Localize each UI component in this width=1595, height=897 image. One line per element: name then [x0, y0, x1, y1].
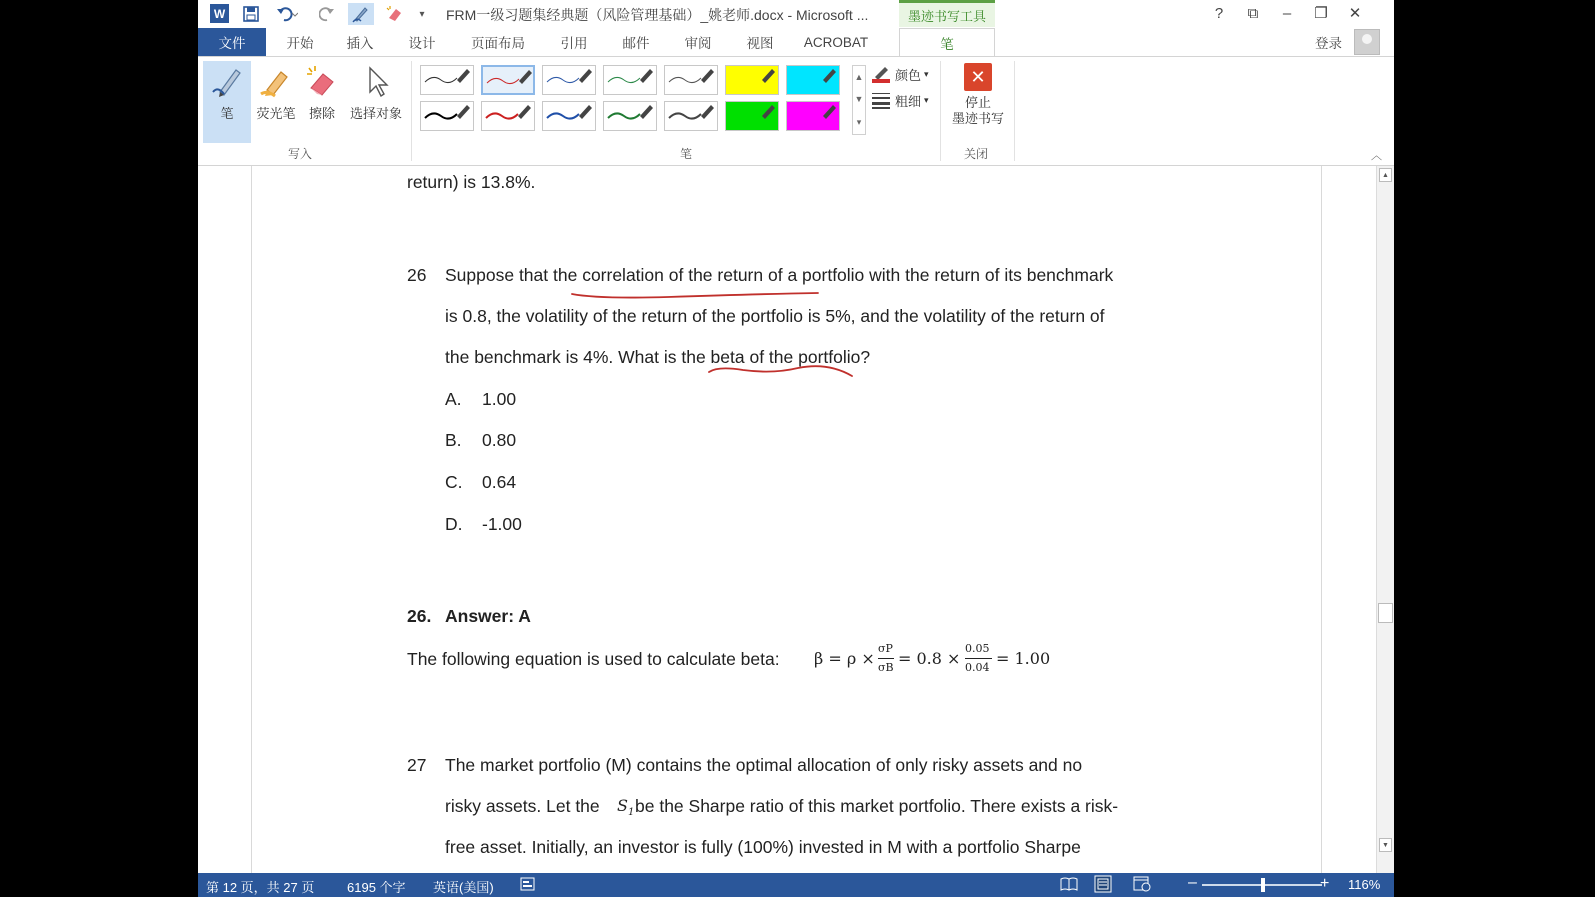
option-b-letter: B.	[445, 430, 462, 450]
question-26-line-3: the benchmark is 4%. What is the beta of the portfolio?	[445, 347, 871, 367]
save-icon[interactable]	[240, 3, 262, 25]
fraction-1-denominator: σB	[878, 661, 894, 674]
highlighter-stroke-icon	[787, 66, 837, 92]
pen-swatch[interactable]	[420, 101, 474, 131]
eraser-label: 擦除	[308, 106, 335, 121]
pen-icon	[210, 61, 244, 103]
equation-rhs: = 1.00	[996, 649, 1051, 668]
scroll-up-icon[interactable]: ▲	[1379, 168, 1392, 182]
gallery-down-icon[interactable]: ▼	[854, 94, 864, 105]
status-bar	[198, 873, 1394, 897]
equation-lhs: β = ρ ×	[814, 649, 875, 668]
pen-swatch[interactable]	[542, 65, 596, 95]
question-27-line-1: The market portfolio (M) contains the optimal allocation of only risky assets and no	[445, 755, 1083, 775]
previous-answer-text: return) is 13.8%.	[407, 172, 536, 192]
tab-mailings[interactable]: 邮件	[622, 36, 650, 51]
pen-stroke-icon	[483, 67, 533, 93]
scroll-thumb[interactable]	[1378, 603, 1393, 623]
ink-underline-correlation	[572, 293, 818, 298]
eraser-icon	[305, 61, 339, 103]
thickness-button[interactable]	[871, 89, 929, 111]
question-27-line-3: free asset. Initially, an investor is fully (100%) invested in M with a portfolio Sharpe	[445, 837, 1081, 857]
macro-recording-icon[interactable]	[520, 876, 536, 895]
option-c-value: 0.64	[482, 472, 517, 492]
color-label: 颜色	[895, 67, 922, 83]
sharpe-symbol: $S_1$	[617, 796, 635, 819]
minimize-icon[interactable]: –	[1282, 4, 1292, 22]
pen-swatch[interactable]	[664, 65, 718, 95]
zoom-level[interactable]: 116%	[1348, 877, 1381, 892]
pen-stroke-icon	[482, 102, 532, 128]
gallery-scroll[interactable]	[852, 65, 866, 135]
restore-icon[interactable]: ❐	[1314, 5, 1328, 22]
ink-tools-header: 墨迹书写工具	[899, 0, 995, 27]
pen-swatch[interactable]	[542, 101, 596, 131]
redo-icon[interactable]	[316, 3, 338, 25]
group-divider	[940, 61, 941, 161]
option-b-value: 0.80	[482, 430, 517, 450]
collapse-ribbon-icon[interactable]: ︿	[1371, 150, 1382, 162]
zoom-in-icon[interactable]: +	[1320, 875, 1330, 892]
option-a-letter: A.	[445, 389, 462, 409]
undo-icon[interactable]	[272, 3, 302, 25]
option-d-value: -1.00	[482, 514, 522, 534]
question-27-number: 27	[407, 755, 427, 775]
pen-swatch[interactable]	[603, 65, 657, 95]
pens-group-label: 笔	[680, 147, 693, 161]
highlighter-stroke-icon	[787, 102, 837, 128]
answer-26-intro: The following equation is used to calculate beta:	[407, 649, 780, 669]
pen-stroke-icon	[604, 66, 654, 92]
question-26-line-2: is 0.8, the volatility of the return of the portfolio is 5%, and the volatility of the return of	[445, 306, 1105, 326]
tab-references[interactable]: 引用	[560, 36, 588, 51]
select-objects-label: 选择对象	[349, 106, 402, 121]
thickness-dropdown-icon: ▾	[924, 94, 929, 105]
pen-swatch[interactable]	[481, 101, 535, 131]
pen-swatch[interactable]	[786, 101, 840, 131]
question-26-line-1: Suppose that the correlation of the return of a portfolio with the return of its benchmark	[445, 265, 1114, 285]
tab-file[interactable]: 文件	[198, 28, 266, 56]
stop-inking-button[interactable]	[946, 63, 1010, 139]
tab-design[interactable]: 设计	[408, 36, 436, 51]
avatar[interactable]	[1354, 29, 1380, 55]
customize-qat-icon[interactable]: ▾	[419, 8, 425, 20]
eraser-button[interactable]	[302, 61, 342, 143]
read-mode-icon[interactable]	[1060, 876, 1078, 895]
question-26-number: 26	[407, 265, 427, 285]
title-bar	[198, 0, 1394, 28]
highlighter-icon	[259, 61, 293, 103]
scroll-down-icon[interactable]: ▼	[1379, 838, 1392, 852]
stop-x-icon: ✕	[964, 63, 992, 91]
fraction-2-numerator: 0.05	[965, 642, 990, 655]
fraction-1-numerator: σP	[878, 642, 893, 655]
vertical-scrollbar[interactable]	[1376, 166, 1394, 873]
pen-swatch[interactable]	[664, 101, 718, 131]
pen-swatch[interactable]	[725, 65, 779, 95]
ribbon-tabs	[198, 28, 1394, 56]
ribbon-pen	[198, 56, 1394, 166]
page-count[interactable]: 第 12 页，共 27 页	[206, 880, 315, 895]
pen-quick-access-icon[interactable]	[348, 3, 374, 25]
pen-swatch[interactable]	[725, 101, 779, 131]
pen-gallery	[420, 65, 865, 135]
option-a-value: 1.00	[482, 389, 517, 409]
zoom-slider-thumb[interactable]	[1261, 878, 1265, 892]
tab-acrobat[interactable]: ACROBAT	[803, 34, 869, 50]
close-group-label: 关闭	[964, 147, 989, 161]
pen-swatch[interactable]	[786, 65, 840, 95]
pen-swatch[interactable]	[481, 65, 535, 95]
stop-label-1: 停止	[964, 95, 991, 110]
pen-button[interactable]	[203, 61, 251, 143]
help-icon[interactable]: ?	[1214, 4, 1224, 22]
pen-color-icon	[871, 65, 893, 83]
tab-view[interactable]: 视图	[746, 36, 774, 51]
pen-label: 笔	[220, 106, 234, 121]
select-objects-button[interactable]	[346, 61, 406, 143]
answer-26-number: 26.	[407, 606, 432, 626]
sign-in-link[interactable]: 登录	[1315, 36, 1342, 51]
highlighter-stroke-icon	[726, 102, 776, 128]
highlighter-stroke-icon	[726, 66, 776, 92]
pen-swatch[interactable]	[603, 101, 657, 131]
color-button[interactable]	[871, 63, 929, 85]
eraser-quick-access-icon[interactable]	[384, 3, 406, 25]
answer-26-heading: Answer: A	[445, 606, 531, 626]
zoom-out-icon[interactable]: –	[1188, 874, 1197, 891]
word-window	[198, 0, 1394, 897]
pen-swatch[interactable]	[420, 65, 474, 95]
window-title: FRM一级习题集经典题（风险管理基础）_姚老师.docx - Microsoft ...	[446, 7, 869, 23]
color-dropdown-icon: ▾	[924, 68, 929, 79]
ribbon-display-options-icon[interactable]: ⧉	[1247, 4, 1259, 22]
question-27-line-2a: risky assets. Let the	[445, 796, 600, 816]
web-layout-icon[interactable]	[1133, 876, 1151, 895]
pen-stroke-icon	[543, 66, 593, 92]
pen-stroke-icon	[421, 66, 471, 92]
ink-annotations	[198, 166, 1376, 873]
cursor-arrow-icon	[361, 61, 391, 103]
group-divider	[1014, 61, 1015, 161]
pen-stroke-icon	[665, 66, 715, 92]
gallery-more-icon[interactable]: ▾	[856, 116, 862, 127]
tab-insert[interactable]: 插入	[346, 36, 374, 51]
print-layout-icon[interactable]	[1094, 875, 1112, 896]
option-c-letter: C.	[445, 472, 463, 492]
equation-middle: = 0.8 ×	[898, 649, 961, 668]
option-d-letter: D.	[445, 514, 463, 534]
pen-stroke-icon	[665, 102, 715, 128]
highlighter-button[interactable]	[253, 61, 299, 143]
pen-stroke-icon	[543, 102, 593, 128]
pen-stroke-icon	[421, 102, 471, 128]
word-logo-icon[interactable]: W	[210, 4, 229, 23]
language[interactable]: 英语(美国)	[433, 880, 494, 895]
fraction-2-denominator: 0.04	[965, 661, 990, 674]
group-divider	[411, 61, 412, 161]
document-page[interactable]	[198, 166, 1376, 873]
highlighter-label: 荧光笔	[256, 106, 296, 121]
ink-underline-beta	[709, 366, 852, 376]
gallery-up-icon[interactable]: ▲	[854, 72, 864, 83]
word-count[interactable]: 6195 个字	[347, 880, 406, 895]
thickness-label: 粗细	[895, 93, 922, 109]
question-27-line-2b: be the Sharpe ratio of this market portfolio. There exists a risk-	[635, 796, 1119, 816]
pen-stroke-icon	[604, 102, 654, 128]
tab-home[interactable]: 开始	[286, 36, 314, 51]
tab-review[interactable]: 审阅	[684, 36, 712, 51]
close-icon[interactable]: ✕	[1348, 5, 1362, 22]
tab-pen[interactable]: 笔	[899, 28, 995, 57]
tab-page-layout[interactable]: 页面布局	[471, 36, 525, 51]
stop-label-2: 墨迹书写	[951, 111, 1004, 126]
write-group-label: 写入	[288, 147, 313, 161]
line-weight-icon	[871, 91, 893, 109]
